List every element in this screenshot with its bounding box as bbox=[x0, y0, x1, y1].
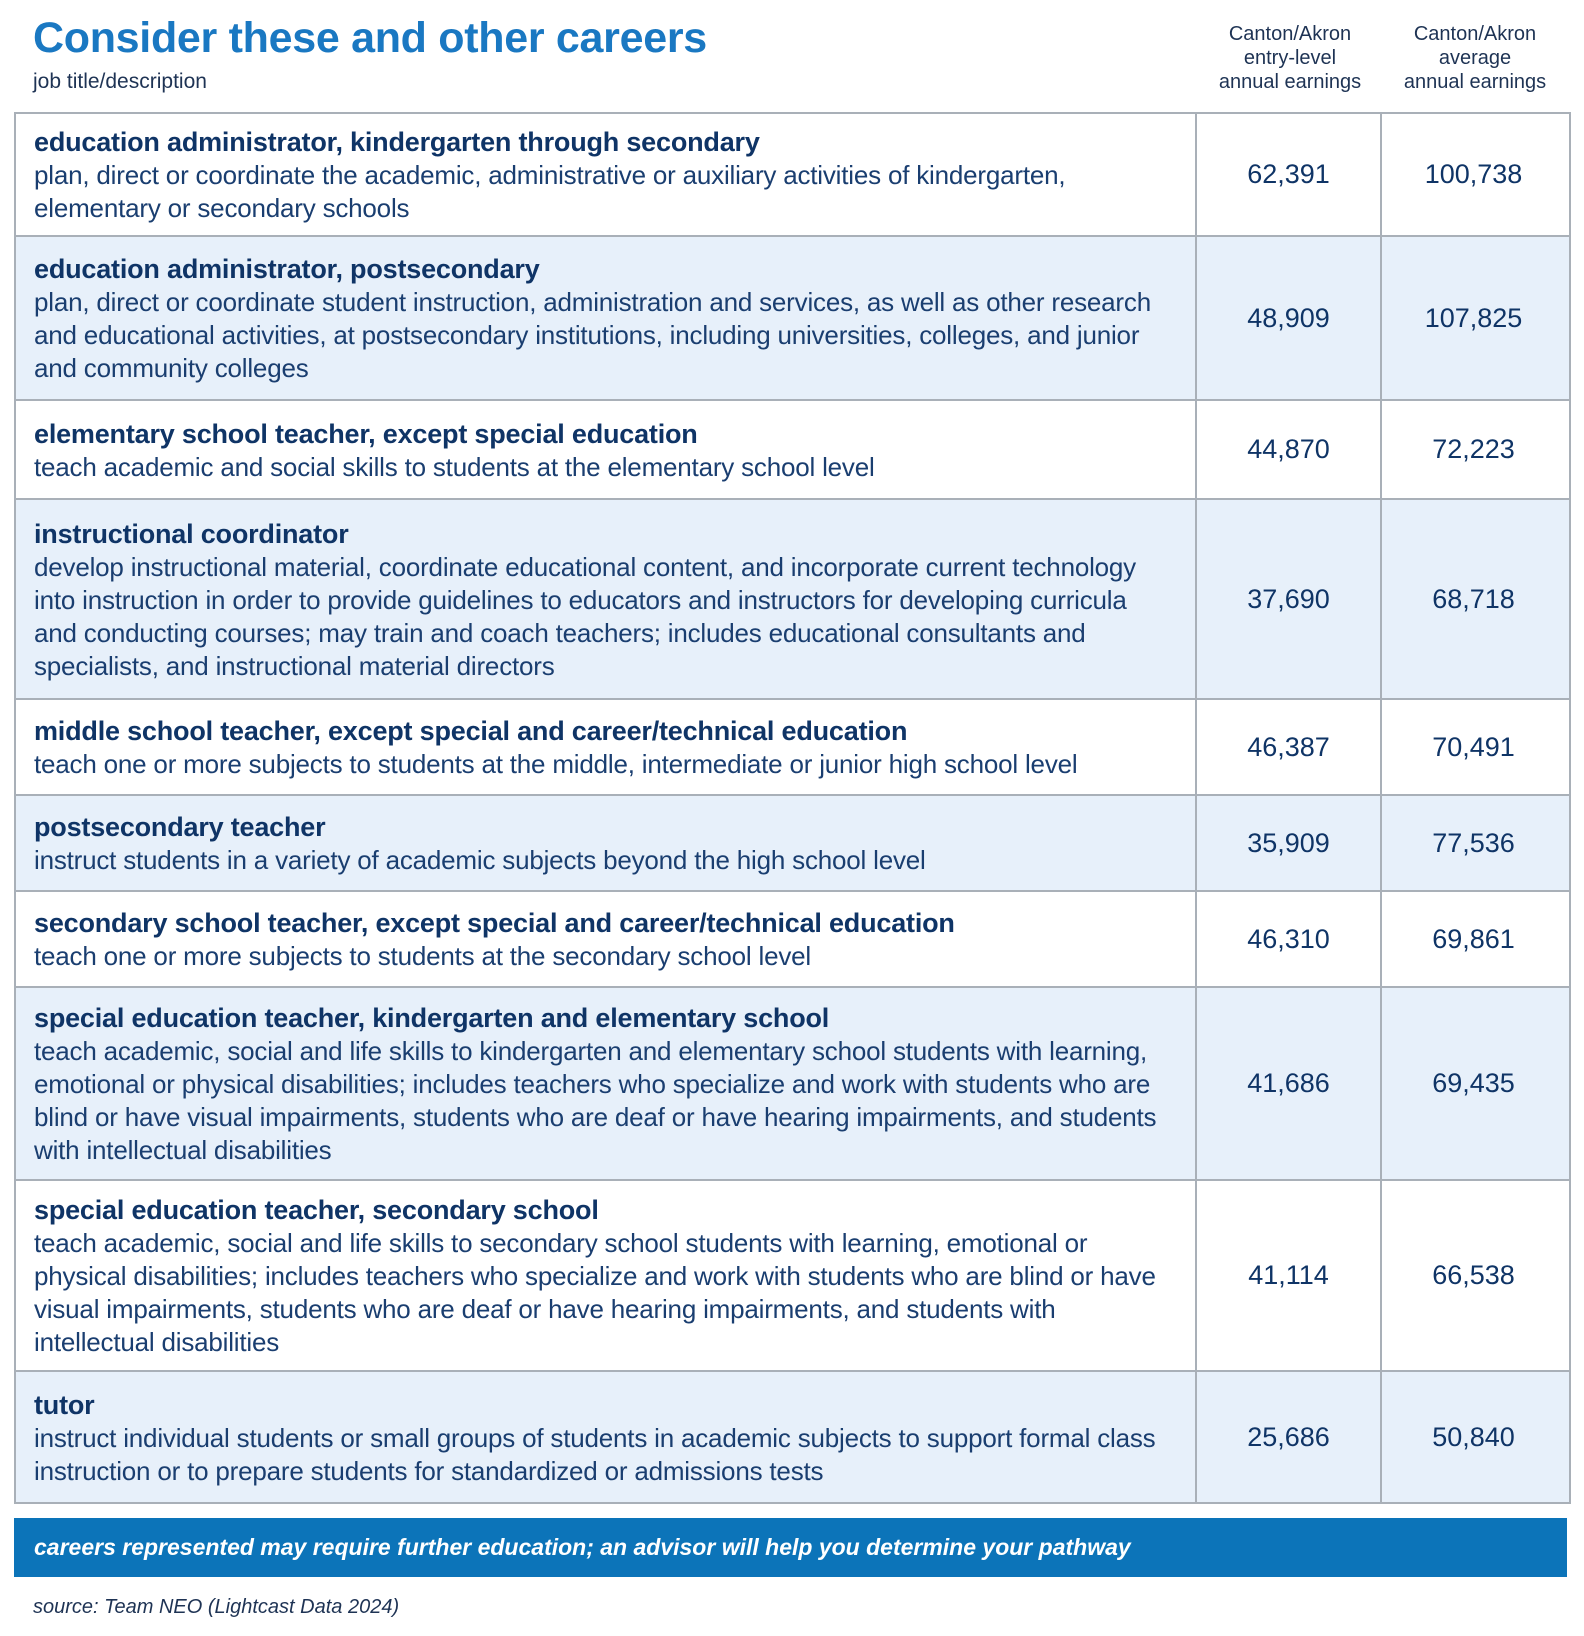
job-title: secondary school teacher, except special and career/technical education bbox=[34, 908, 955, 938]
job-cell bbox=[16, 237, 1197, 399]
column-label-job: job title/description bbox=[33, 70, 207, 93]
job-title: tutor bbox=[34, 1389, 95, 1420]
job-title: education administrator, postsecondary bbox=[34, 254, 540, 284]
job-cell bbox=[16, 500, 1197, 698]
job-description: teach academic, social and life skills to secondary school students with learning, emotional or physical disabilities; includes teachers who specialize and work with students who are blind or have visual impairments, students who are deaf or have hearing impairments, and students with intellectual disabilities bbox=[34, 1228, 1156, 1357]
table-row bbox=[16, 401, 1569, 500]
job-description: develop instructional material, coordinate educational content, and incorporate current technology into instruction in order to provide guidelines to educators and instructors for developing curricula and conducting courses; may train and coach teachers; includes educational consultants and specialists, and instructional material directors bbox=[34, 551, 1136, 681]
entry-level-earnings: 41,686 bbox=[1197, 988, 1382, 1179]
job-cell bbox=[16, 401, 1197, 498]
column-header-entry-level bbox=[1198, 22, 1382, 94]
entry-level-earnings: 25,686 bbox=[1197, 1372, 1382, 1502]
entry-level-earnings: 48,909 bbox=[1197, 237, 1382, 399]
footer-note: careers represented may require further education; an advisor will help you determine your pathway bbox=[34, 1534, 1131, 1560]
average-earnings: 69,861 bbox=[1432, 923, 1515, 954]
average-earnings: 70,491 bbox=[1432, 731, 1515, 762]
source-credit: source: Team NEO (Lightcast Data 2024) bbox=[33, 1596, 400, 1618]
column-header-line: Canton/Akron bbox=[1228, 23, 1352, 45]
page-header bbox=[0, 0, 1584, 112]
job-title: elementary school teacher, except special education bbox=[34, 418, 698, 449]
entry-level-earnings: 41,114 bbox=[1197, 1181, 1382, 1370]
average-earnings: 68,718 bbox=[1432, 583, 1515, 614]
average-earnings: 69,435 bbox=[1432, 1068, 1515, 1098]
column-header-line: average bbox=[1438, 47, 1512, 69]
page-title: Consider these and other careers bbox=[33, 14, 707, 62]
job-description: teach one or more subjects to students at the secondary school level bbox=[34, 941, 811, 971]
table-row bbox=[16, 988, 1569, 1181]
entry-level-earnings: 46,310 bbox=[1197, 892, 1382, 986]
job-cell bbox=[16, 892, 1197, 986]
footer-note-band bbox=[14, 1518, 1567, 1577]
job-description: instruct students in a variety of academic subjects beyond the high school level bbox=[34, 845, 926, 875]
table-row bbox=[16, 892, 1569, 988]
table-row bbox=[16, 1372, 1569, 1504]
table-row bbox=[16, 237, 1569, 401]
job-title: special education teacher, kindergarten and elementary school bbox=[34, 1003, 830, 1033]
job-description: teach academic and social skills to students at the elementary school level bbox=[34, 451, 875, 482]
average-earnings: 66,538 bbox=[1432, 1260, 1515, 1290]
job-cell bbox=[16, 700, 1197, 794]
column-header-line: annual earnings bbox=[1218, 71, 1362, 93]
job-cell bbox=[16, 114, 1197, 235]
job-description: plan, direct or coordinate student instruction, administration and services, as well as other research and educational activities, at postsecondary institutions, including universities, colleges, and junior and community colleges bbox=[34, 287, 1151, 383]
table-row bbox=[16, 114, 1569, 237]
entry-level-earnings: 62,391 bbox=[1197, 114, 1382, 235]
column-header-line: Canton/Akron bbox=[1413, 23, 1537, 45]
average-earnings: 77,536 bbox=[1432, 827, 1515, 858]
entry-level-earnings: 44,870 bbox=[1197, 401, 1382, 498]
job-title: education administrator, kindergarten through secondary bbox=[34, 127, 760, 157]
job-title: middle school teacher, except special and career/technical education bbox=[34, 716, 908, 746]
column-header-average bbox=[1383, 22, 1567, 94]
job-description: teach academic, social and life skills to kindergarten and elementary school students with learning, emotional or physical disabilities; includes teachers who specialize and work with students who are blind or have visual impairments, students who are deaf or have hearing impairments, and students with intellectual disabilities bbox=[34, 1036, 1157, 1165]
job-cell bbox=[16, 796, 1197, 890]
job-cell bbox=[16, 1181, 1197, 1370]
job-description: teach one or more subjects to students at the middle, intermediate or junior high school level bbox=[34, 749, 1078, 779]
job-title: instructional coordinator bbox=[34, 518, 349, 549]
entry-level-earnings: 37,690 bbox=[1197, 500, 1382, 698]
job-description: plan, direct or coordinate the academic, administrative or auxiliary activities of kindergarten, elementary or secondary schools bbox=[34, 160, 1066, 223]
average-earnings: 50,840 bbox=[1432, 1421, 1515, 1452]
job-description: instruct individual students or small groups of students in academic subjects to support formal class instruction or to prepare students for standardized or admissions tests bbox=[34, 1422, 1156, 1486]
job-cell bbox=[16, 988, 1197, 1179]
table-row bbox=[16, 700, 1569, 796]
table-row bbox=[16, 500, 1569, 700]
entry-level-earnings: 35,909 bbox=[1197, 796, 1382, 890]
table-row bbox=[16, 796, 1569, 892]
job-cell bbox=[16, 1372, 1197, 1502]
column-header-line: entry-level bbox=[1243, 47, 1337, 69]
careers-table bbox=[14, 112, 1571, 1504]
average-earnings: 72,223 bbox=[1432, 434, 1515, 464]
entry-level-earnings: 46,387 bbox=[1197, 700, 1382, 794]
column-header-line: annual earnings bbox=[1403, 71, 1547, 93]
average-earnings: 107,825 bbox=[1424, 302, 1523, 333]
job-title: special education teacher, secondary school bbox=[34, 1195, 599, 1225]
job-title: postsecondary teacher bbox=[34, 812, 326, 842]
table-row bbox=[16, 1181, 1569, 1372]
average-earnings: 100,738 bbox=[1424, 159, 1523, 189]
